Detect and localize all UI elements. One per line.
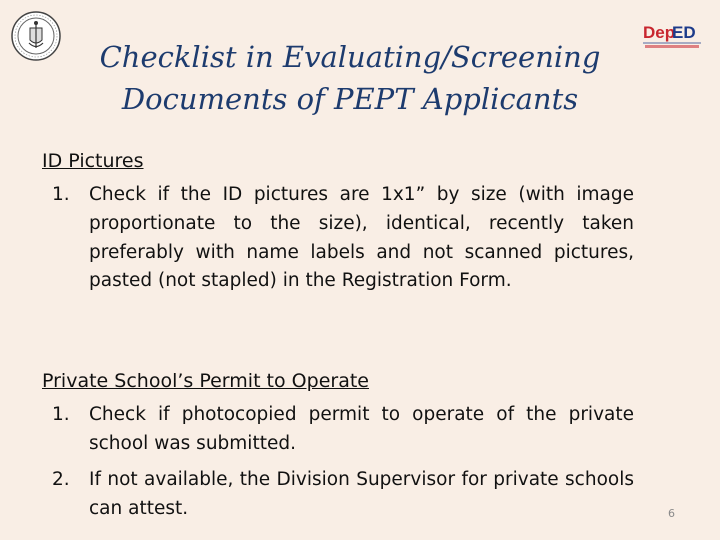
item-text: Check if the ID pictures are 1x1” by size (with image proportionate to the size), identical, recently taken preferably with name labels and not scanned pictures, pasted (not stapled) in the Registration Form.: [89, 184, 634, 292]
item-number: 1.: [52, 404, 70, 425]
item-number: 2.: [52, 469, 70, 490]
item-text: If not available, the Division Supervisor for private schools can attest.: [89, 469, 634, 519]
seal-logo: [10, 10, 62, 62]
list-item: [52, 466, 634, 524]
list-item: [52, 181, 634, 296]
title-line-1: Checklist in Evaluating/Screening: [99, 40, 601, 74]
deped-logo: [641, 16, 703, 52]
item-number: 1.: [52, 184, 70, 205]
list-item: [52, 401, 634, 459]
page-number: 6: [668, 507, 675, 520]
section-heading-permit: Private School’s Permit to Operate: [42, 370, 369, 392]
title-line-2: Documents of PEPT Applicants: [121, 82, 579, 116]
item-text: Check if photocopied permit to operate of the private school was submitted.: [89, 404, 634, 454]
slide-title: [60, 36, 640, 120]
svg-text:ED: ED: [672, 23, 696, 42]
section-heading-id-pictures: ID Pictures: [42, 150, 144, 172]
svg-text:Dep: Dep: [643, 23, 676, 42]
